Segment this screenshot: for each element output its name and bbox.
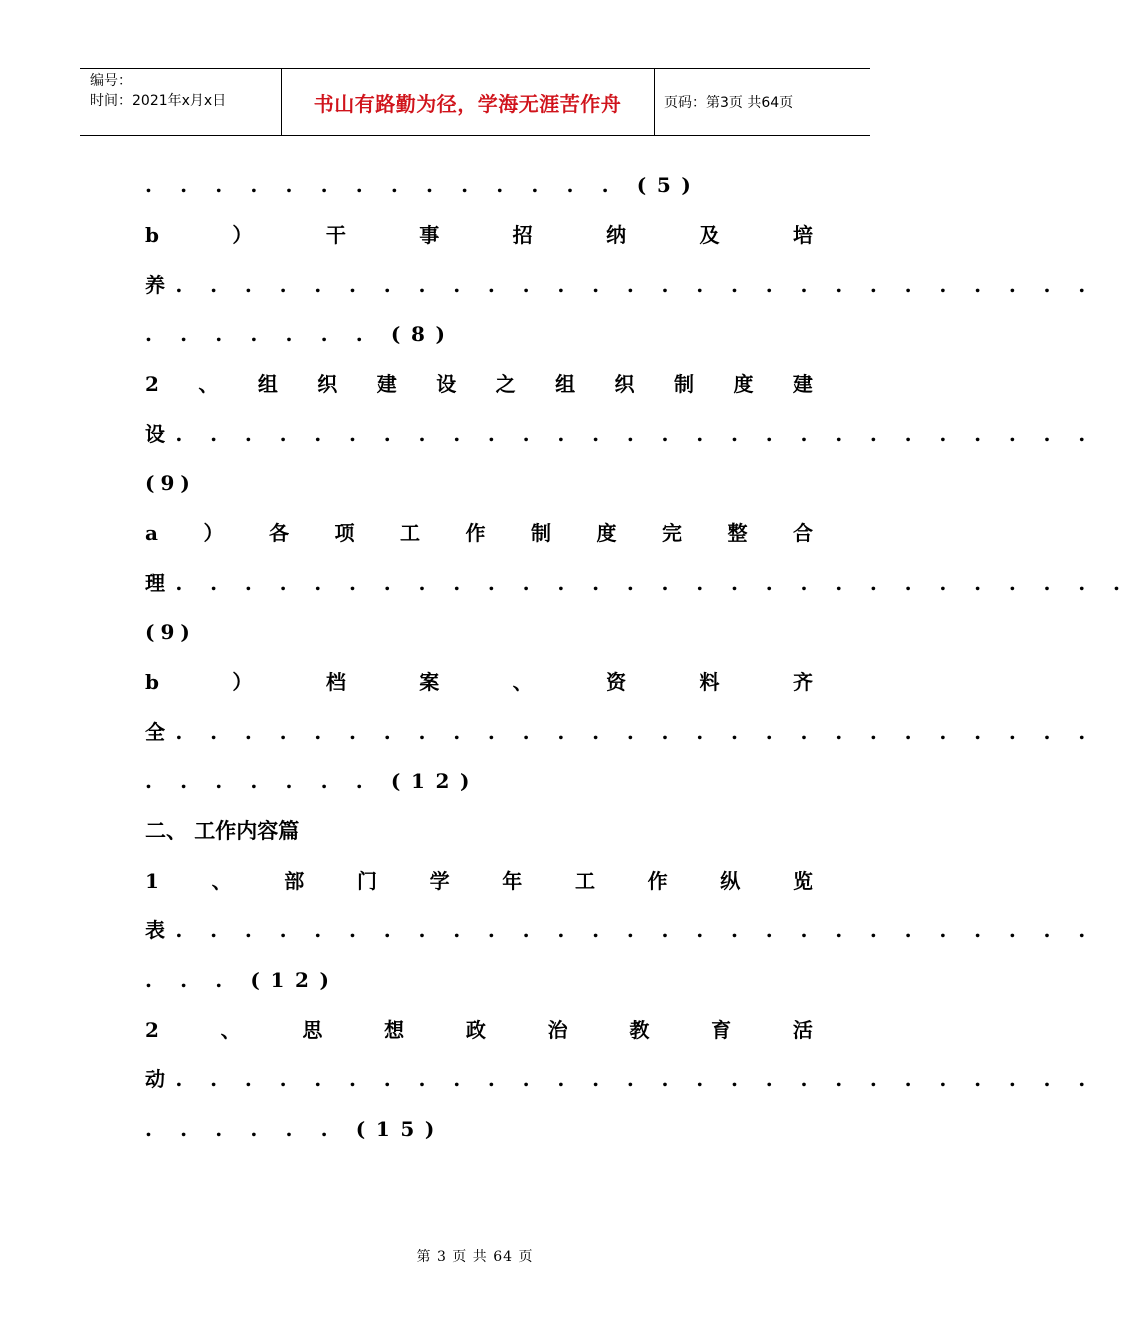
number-label: 编号： <box>90 73 132 89</box>
toc-char: 度 <box>733 372 754 396</box>
toc-char: 案 <box>419 670 440 694</box>
toc-char: b <box>145 670 159 694</box>
toc-line-10: (9) <box>145 620 196 644</box>
toc-char: 各 <box>268 521 289 545</box>
page-footer: 第 3 页 共 64 页 <box>416 1249 534 1265</box>
document-header <box>80 68 870 136</box>
toc-char: 工 <box>399 521 420 545</box>
toc-char: 项 <box>334 521 355 545</box>
toc-char: 度 <box>596 521 617 545</box>
header-page-info: 页码：第3页 共64页 <box>664 95 794 111</box>
toc-char: 齐 <box>792 670 813 694</box>
time-label: 时间：2021年x月x日 <box>90 93 227 109</box>
toc-char: 培 <box>792 223 813 247</box>
toc-char: 制 <box>530 521 551 545</box>
toc-char: 制 <box>674 372 694 396</box>
toc-line-19: 动. . . . . . . . . . . . . . . . . . . . . . . . . . . <box>145 1067 1096 1091</box>
toc-char: 活 <box>792 1018 813 1042</box>
toc-char: 作 <box>465 521 486 545</box>
toc-char: 完 <box>661 521 682 545</box>
toc-char: 门 <box>356 869 377 893</box>
toc-char: 、 <box>198 372 219 396</box>
toc-char: 2 <box>145 372 159 396</box>
toc-line-2 <box>145 220 813 250</box>
header-divider-2 <box>654 68 655 136</box>
toc-char: 织 <box>614 372 635 396</box>
toc-char: 设 <box>436 372 457 396</box>
toc-char: b <box>145 223 159 247</box>
toc-char: 工 <box>574 869 595 893</box>
header-motto: 书山有路勤为径，学海无涯苦作舟 <box>313 91 622 116</box>
toc-char: 作 <box>647 869 668 893</box>
toc-char: 干 <box>325 223 346 247</box>
toc-line-7: (9) <box>145 471 196 495</box>
toc-char: 、 <box>211 869 232 893</box>
toc-char: 招 <box>512 223 533 247</box>
toc-char: 2 <box>145 1018 159 1042</box>
toc-char: 览 <box>792 869 813 893</box>
toc-char: 治 <box>547 1018 568 1042</box>
toc-char: 组 <box>257 372 278 396</box>
toc-line-1: . . . . . . . . . . . . . . (5) <box>145 173 702 197</box>
toc-line-11 <box>145 667 813 697</box>
toc-char: 建 <box>792 372 813 396</box>
toc-char: 、 <box>220 1018 241 1042</box>
toc-line-4: . . . . . . . (8) <box>145 322 456 346</box>
header-meta <box>90 71 226 111</box>
toc-char: 及 <box>699 223 720 247</box>
toc-char: 料 <box>699 670 720 694</box>
toc-char: 学 <box>429 869 450 893</box>
toc-line-3: 养. . . . . . . . . . . . . . . . . . . . . . . . . . . <box>145 273 1096 297</box>
toc-char: 资 <box>606 670 627 694</box>
toc-line-13: . . . . . . . (12) <box>145 769 481 793</box>
toc-line-16: 表. . . . . . . . . . . . . . . . . . . . . . . . . . . <box>145 918 1096 942</box>
toc-char: 整 <box>727 521 748 545</box>
toc-line-20: . . . . . . (15) <box>145 1117 445 1141</box>
toc-char: 织 <box>317 372 338 396</box>
toc-char: 教 <box>629 1018 650 1042</box>
toc-char: 档 <box>325 670 346 694</box>
toc-char: 之 <box>495 372 516 396</box>
toc-char: 合 <box>792 521 813 545</box>
toc-char: 想 <box>384 1018 405 1042</box>
toc-line-6: 设. . . . . . . . . . . . . . . . . . . . . . . . . . . <box>145 422 1096 446</box>
toc-char: 1 <box>145 869 159 893</box>
toc-char: ） <box>203 521 224 545</box>
toc-char: 组 <box>555 372 576 396</box>
toc-line-12: 全. . . . . . . . . . . . . . . . . . . . . . . . . . . <box>145 720 1096 744</box>
toc-char: ） <box>232 670 253 694</box>
toc-char: 事 <box>419 223 440 247</box>
toc-line-15 <box>145 866 813 896</box>
toc-char: 纳 <box>606 223 627 247</box>
section-heading: 二、 工作内容篇 <box>145 818 300 843</box>
toc-char: a <box>145 521 158 545</box>
toc-char: 思 <box>302 1018 323 1042</box>
toc-line-18 <box>145 1015 813 1045</box>
toc-line-17: . . . (12) <box>145 968 340 992</box>
toc-char: 纵 <box>720 869 741 893</box>
toc-char: 部 <box>284 869 305 893</box>
toc-char: 、 <box>512 670 533 694</box>
toc-char: 年 <box>502 869 523 893</box>
toc-line-5 <box>145 369 813 399</box>
toc-line-8 <box>145 518 813 548</box>
toc-char: 建 <box>376 372 397 396</box>
toc-char: 政 <box>465 1018 486 1042</box>
toc-line-9: 理. . . . . . . . . . . . . . . . . . . . . . . . . . . . <box>145 571 1130 595</box>
toc-char: ） <box>232 223 253 247</box>
toc-char: 育 <box>711 1018 732 1042</box>
